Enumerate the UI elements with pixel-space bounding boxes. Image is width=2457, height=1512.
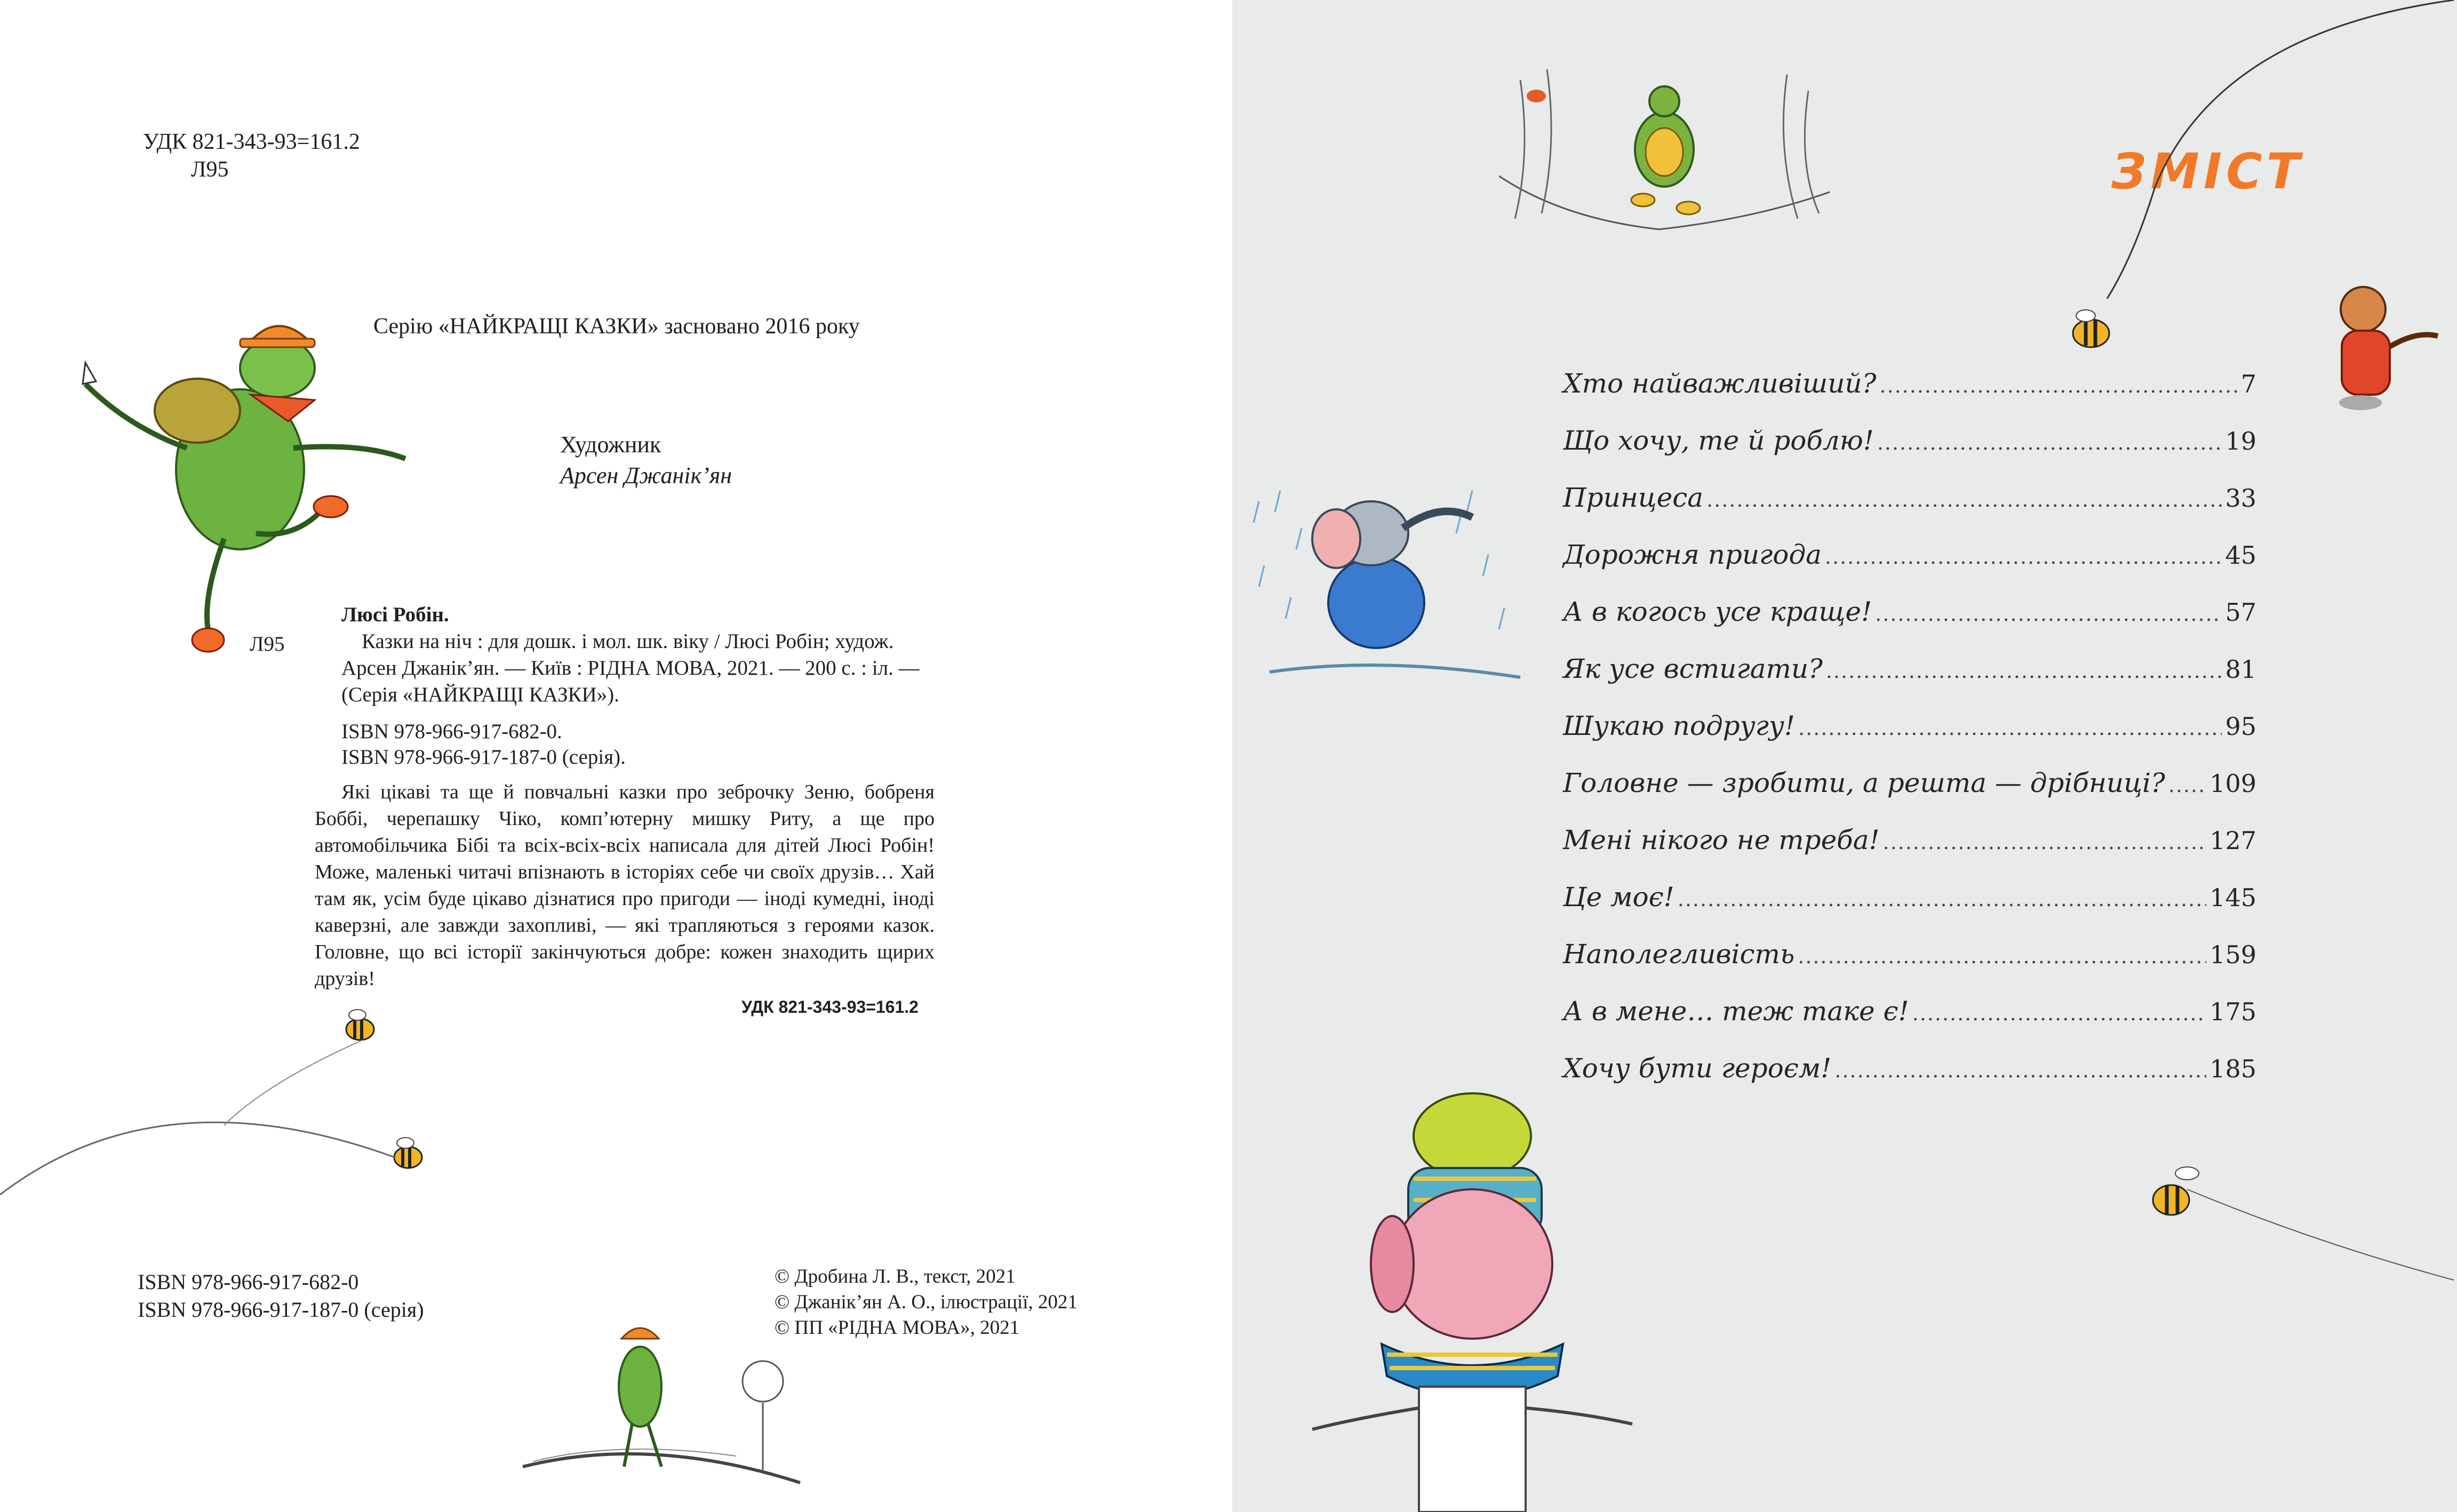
toc-entry[interactable] — [1563, 368, 2256, 425]
toc-entry-page: 45 — [2225, 541, 2256, 570]
copyright-line: © Дробина Л. В., текст, 2021 — [775, 1266, 1016, 1287]
toc-leader — [1825, 545, 2222, 569]
toc-entry-title: Дорожня пригода — [1563, 539, 1822, 570]
author-name: Люсі Робін. — [341, 603, 449, 626]
toc-entry-title: Хто найважливіший? — [1563, 368, 1877, 399]
right-page — [1232, 0, 2457, 1512]
toc-entry[interactable] — [1563, 653, 2256, 710]
grasshopper-illustration — [64, 288, 437, 672]
toc-entry[interactable] — [1563, 482, 2256, 539]
toc-entry-title: Шукаю подругу! — [1563, 710, 1796, 741]
toc-entry[interactable] — [1563, 539, 2256, 596]
copyright-line: © Джанік’ян А. О., ілюстрації, 2021 — [775, 1291, 1078, 1313]
toc-entry-page: 57 — [2225, 598, 2256, 627]
toc-title: ЗМІСТ — [2111, 143, 2304, 200]
toc-entry-title: А в мене… теж таке є! — [1563, 996, 1909, 1027]
elephant-illustration — [1248, 480, 1526, 693]
author-mark: Л95 — [191, 157, 229, 182]
toc-entry-page: 33 — [2225, 484, 2256, 513]
toc-entry[interactable] — [1563, 596, 2256, 653]
toc-entry[interactable] — [1563, 882, 2256, 939]
toc-entry-page: 159 — [2209, 940, 2256, 969]
bee-flight-illustration — [2128, 1152, 2457, 1291]
bib-line: Казки на ніч : для дошк. і мол. шк. віку / Люсі Робін; худож. — [362, 630, 894, 653]
toc-entry-title: Наполегливість — [1563, 939, 1795, 970]
beaver-illustration — [2315, 277, 2457, 416]
toc-entry-page: 19 — [2225, 427, 2256, 455]
toc-entry-page: 145 — [2209, 883, 2256, 912]
isbn-line: ISBN 978-966-917-682-0. — [341, 720, 562, 743]
author-mark-side: Л95 — [250, 633, 285, 655]
small-grasshopper-illustration — [512, 1307, 811, 1499]
toc-leader — [1912, 1002, 2207, 1025]
toc-entry[interactable] — [1563, 710, 2256, 767]
toc-entry-title: А в когось усе краще! — [1563, 596, 1872, 627]
toc-entry-title: Мені нікого не треба! — [1563, 825, 1880, 855]
toc-leader — [1678, 887, 2206, 911]
isbn-line: ISBN 978-966-917-187-0 (серія). — [341, 746, 626, 769]
isbn-line: ISBN 978-966-917-187-0 (серія) — [138, 1298, 424, 1322]
toc-leader — [1877, 431, 2222, 454]
isbn-line: ISBN 978-966-917-682-0 — [138, 1270, 359, 1294]
toc-entry[interactable] — [1563, 425, 2256, 482]
table-of-contents — [1563, 368, 2256, 1110]
toc-entry[interactable] — [1563, 996, 2256, 1053]
toc-entry-page: 81 — [2225, 655, 2256, 684]
toc-leader — [1875, 602, 2222, 626]
toc-leader — [1706, 488, 2222, 511]
toc-entry-title: Хочу бути героєм! — [1563, 1053, 1832, 1084]
toc-leader — [2168, 773, 2206, 797]
bib-line: Арсен Джанік’ян. — Київ : РІДНА МОВА, 2021. — 200 с. : іл. — — [341, 657, 920, 679]
toc-leader — [1879, 374, 2237, 397]
udk-footer: УДК 821-343-93=161.2 — [741, 997, 919, 1017]
toc-leader — [1798, 716, 2222, 740]
left-page: УДК 821-343-93=161.2 Л95 Серію «НАЙКРАЩІ КАЗКИ» засновано 2016 року Художник Арсен Джанік’ян Л95 Люсі Робін. Казки на ніч : для дошк. і мол. шк. віку / Люсі Робін; худож. Арсен Джанік’ян. — Київ : РІДНА МОВА, 2021. — 200 с. : іл. — (Серія «НАЙКРАЩІ КАЗКИ»). ISBN 978-966-917-682-0. ISBN 978-966-917-187-0 (серія). Які цікаві та ще й повчальні казки про зеброчку Зеню, бобреня Боббі, черепашку Чіко, комп’ютерну мишку Риту, а ще про автомобільчика Бібі та всіх-всіх-всіх написала для дітей Люсі Робін! Може, маленькі читачі впізнають в історіях себе чи своїх друзів… Хай там як, усім буде цікаво дізнатися про пригоди — іноді кумедні, іноді каверзні, але завжди захопливі, — які трапляються з героями казок. Головне, що всі історії закінчуються добре: кожен знаходить щирих друзів! УДК 821-343-93=161.2 ISBN 978-966-917-682-0 ISBN 978-966-917-187-0 (серія) © Дробина Л. В., текст, 2021 © Джанік’ян А. О., ілюстрації, 2021 © ПП «РІДНА МОВА», 2021 — [0, 0, 1232, 1512]
udk-code: УДК 821-343-93=161.2 — [143, 130, 360, 154]
toc-leader — [1834, 1059, 2206, 1082]
series-note: Серію «НАЙКРАЩІ КАЗКИ» засновано 2016 року — [373, 314, 860, 339]
toc-entry[interactable] — [1563, 1053, 2256, 1110]
udk-header — [143, 128, 360, 183]
copyright-line: © ПП «РІДНА МОВА», 2021 — [775, 1317, 1020, 1339]
toc-entry-page: 95 — [2225, 712, 2256, 741]
turtle-illustration — [1499, 59, 1830, 251]
toc-entry[interactable] — [1563, 825, 2256, 882]
annotation: Які цікаві та ще й повчальні казки про зеброчку Зеню, бобреня Боббі, черепашку Чіко, комп’ютерну мишку Риту, а ще про автомобільчика Бібі та всіх-всіх-всіх написала для дітей Люсі Робін! Може, маленькі читачі впізнають в історіях себе чи своїх друзів… Хай там як, усім буде цікаво дізнатися про пригоди — іноді кумедні, іноді каверзні, але завжди захопливі, — які трапляються з героями казок. Головне, що всі історії закінчуються добре: кожен знаходить щирих друзів! — [315, 781, 935, 990]
toc-leader — [1798, 945, 2206, 968]
bib-line: (Серія «НАЙКРАЩІ КАЗКИ»). — [341, 683, 619, 706]
toc-entry[interactable] — [1563, 767, 2256, 825]
toc-entry-page: 185 — [2209, 1054, 2256, 1083]
toc-entry-page: 127 — [2209, 826, 2256, 855]
toc-entry-page: 7 — [2240, 370, 2256, 398]
toc-entry[interactable] — [1563, 939, 2256, 996]
toc-entry-title: Як усе встигати? — [1563, 653, 1823, 684]
toc-leader — [1883, 830, 2207, 854]
toc-entry-title: Принцеса — [1563, 482, 1704, 513]
toc-entry-title: Це моє! — [1563, 882, 1674, 913]
flight-path-line — [0, 1040, 405, 1307]
toc-entry-title: Що хочу, те й роблю! — [1563, 425, 1874, 456]
isbn-block — [341, 719, 626, 770]
toc-entry-page: 175 — [2209, 997, 2256, 1026]
toc-leader — [1826, 659, 2222, 683]
copyright-block — [775, 1264, 1078, 1341]
toc-entry-title: Головне — зробити, а решта — дрібниці? — [1563, 767, 2165, 798]
toc-entry-page: 109 — [2209, 769, 2256, 798]
sheep-illustration — [1302, 1088, 1643, 1512]
